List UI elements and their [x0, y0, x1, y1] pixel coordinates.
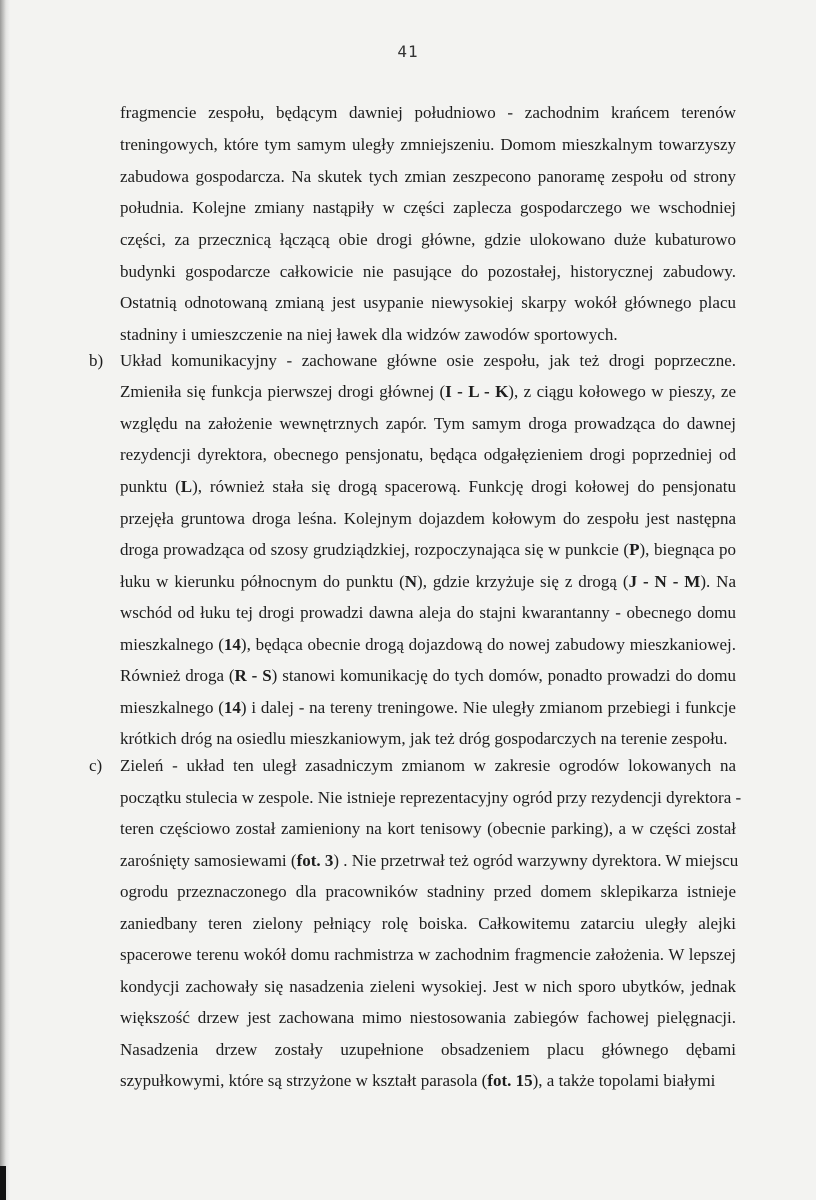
- paragraph-line: Również droga (R - S) stanowi komunikację do tych domów, ponadto prowadzi do domu: [120, 666, 736, 685]
- paragraph-line: budynki gospodarcze całkowicie nie pasujące do pozostałej, historycznej zabudowy.: [120, 262, 736, 281]
- paragraph-line: punktu (L), również stała się drogą spacerową. Funkcję drogi kołowej do pensjonatu: [120, 477, 736, 496]
- paragraph-line: większość drzew jest zachowana mimo niestosowania zabiegów fachowej pielęgnacji.: [120, 1008, 736, 1027]
- paragraph-line: Ostatnią odnotowaną zmianą jest usypanie niewysokiej skarpy wokół głównego placu: [120, 293, 736, 312]
- paragraph-line: zabudowa gospodarcza. Na skutek tych zmian zeszpecono panoramę zespołu od strony: [120, 167, 736, 186]
- paragraph-line: droga prowadząca od szosy grudziądzkiej, rozpoczynająca się w punkcie (P), biegnąca po: [120, 540, 736, 559]
- paragraph-line: Zieleń - układ ten uległ zasadniczym zmianom w zakresie ogrodów lokowanych na: [120, 756, 736, 775]
- paragraph-line: spacerowe terenu wokół domu rachmistrza w zachodnim fragmencie założenia. W lepszej: [120, 945, 736, 964]
- list-marker: c): [89, 756, 103, 775]
- paragraph-line: szypułkowymi, które są strzyżone w kształt parasola (fot. 15), a także topolami białymi: [120, 1071, 716, 1090]
- paragraph-line: ogrodu przeznaczonego dla pracowników stadniny przed domem sklepikarza istnieje: [120, 882, 736, 901]
- paragraph-line: Zmieniła się funkcja pierwszej drogi głównej (I - L - K), z ciągu kołowego w pieszy, ze: [120, 382, 736, 401]
- paragraph-line: mieszkalnego (14) i dalej - na tereny treningowe. Nie uległy zmianom przebiegi i funkcje: [120, 698, 736, 717]
- paragraph-line: zaniedbany teren zielony pełniący rolę boiska. Całkowitemu zatarciu uległy alejki: [120, 914, 736, 933]
- paragraph-line: przejęła gruntowa droga leśna. Kolejnym dojazdem kołowym do zespołu jest następna: [120, 509, 736, 528]
- list-marker: b): [89, 351, 104, 370]
- paragraph-line: Układ komunikacyjny - zachowane główne osie zespołu, jak też drogi poprzeczne.: [120, 351, 736, 370]
- paragraph-line: początku stulecia w zespole. Nie istnieje reprezentacyjny ogród przy rezydencji dyrektora -: [120, 788, 742, 807]
- paragraph-line: Nasadzenia drzew zostały uzupełnione obsadzeniem placu głównego dębami: [120, 1040, 736, 1059]
- paragraph-line: teren częściowo został zamieniony na kort tenisowy (obecnie parking), a w części został: [120, 819, 736, 838]
- paragraph-line: fragmencie zespołu, będącym dawniej południowo - zachodnim krańcem terenów: [120, 103, 736, 122]
- paragraph-line: zarośnięty samosiewami (fot. 3) . Nie przetrwał też ogród warzywny dyrektora. W miejscu: [120, 851, 739, 870]
- paragraph-line: wschód od łuku tej drogi prowadzi dawna aleja do stajni kwarantanny - obecnego domu: [120, 603, 736, 622]
- page-number: 41: [397, 42, 419, 61]
- paragraph-line: stadniny i umieszczenie na niej ławek dla widzów zawodów sportowych.: [120, 325, 618, 344]
- paragraph-line: rezydencji dyrektora, obecnego pensjonatu, będąca odgałęzieniem drogi poprzedniej od: [120, 445, 736, 464]
- paragraph-line: krótkich dróg na osiedlu mieszkaniowym, jak też dróg gospodarczych na terenie zespołu.: [120, 729, 728, 748]
- paragraph-line: łuku w kierunku północnym do punktu (N), gdzie krzyżuje się z drogą (J - N - M). Na: [120, 572, 737, 591]
- paragraph-line: treningowych, które tym samym uległy zmniejszeniu. Domom mieszkalnym towarzyszy: [120, 135, 736, 154]
- paragraph-line: względu na założenie wewnętrznych zapór. Tym samym droga prowadząca do dawnej: [120, 414, 736, 433]
- paragraph-line: mieszkalnego (14), będąca obecnie drogą dojazdową do nowej zabudowy mieszkaniowej.: [120, 635, 736, 654]
- paragraph-line: południa. Kolejne zmiany nastąpiły w części zaplecza gospodarczego we wschodniej: [120, 198, 736, 217]
- paragraph-line: części, za przecznicą łączącą obie drogi główne, gdzie ulokowano duże kubaturowo: [120, 230, 736, 249]
- paragraph-line: kondycji zachowały się nasadzenia zieleni wysokiej. Jest w nich sporo ubytków, jednak: [120, 977, 736, 996]
